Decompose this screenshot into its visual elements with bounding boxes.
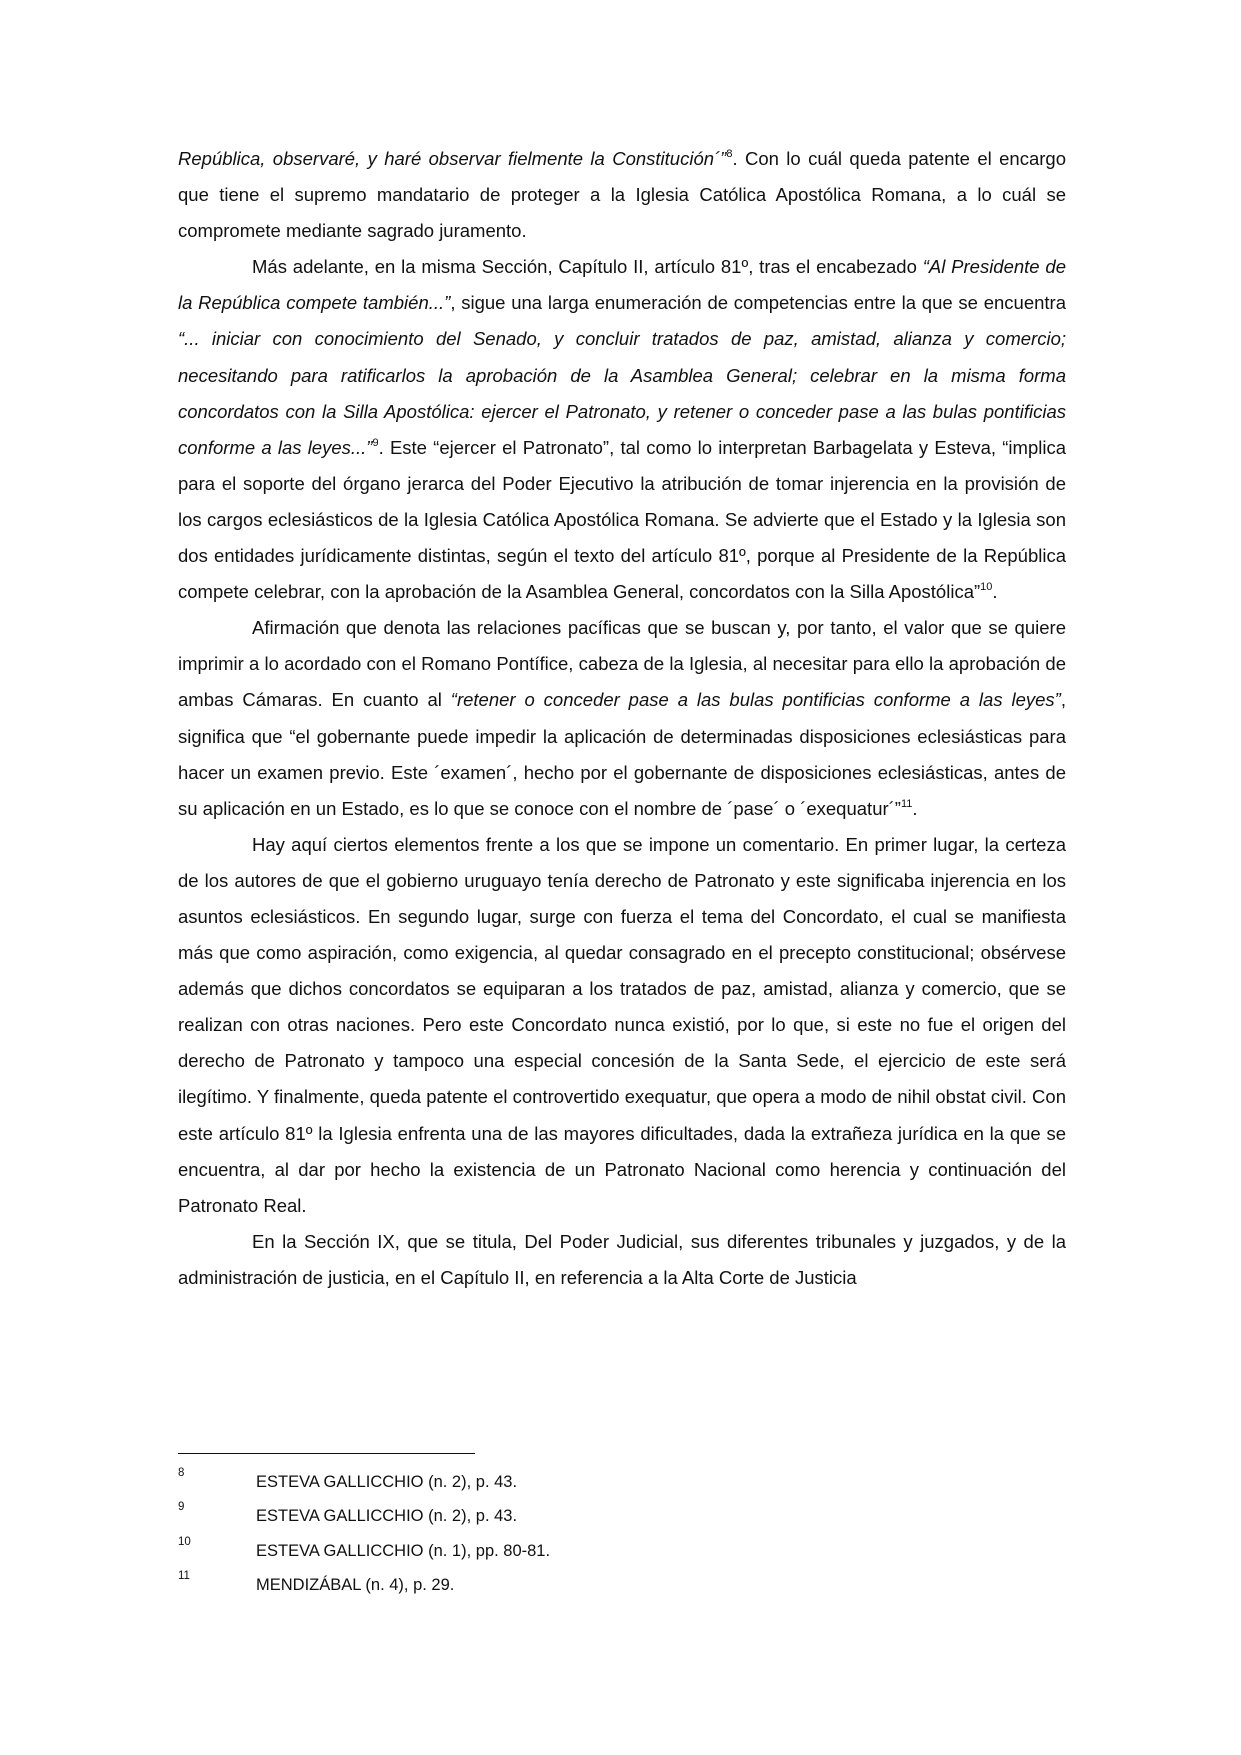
paragraph-text: , sigue una larga enumeración de competencias entre la que se encuentra bbox=[450, 292, 1066, 314]
footnote-text: ESTEVA GALLICCHIO (n. 2), p. 43. bbox=[256, 1473, 518, 1491]
footnote bbox=[178, 1466, 1066, 1500]
footnote-number: 10 bbox=[178, 1535, 191, 1548]
footnote-separator bbox=[178, 1453, 475, 1454]
paragraph-text: . Este “ejercer el Patronato”, tal como lo interpretan Barbagelata y Esteva, “implica para el soporte del órgano jerarca del Poder Ejecutivo la atribución de tomar injerencia en la provisión de los cargos eclesiásticos de la Iglesia Católica Apostólica Romana. Se advierte que el Estado y la Iglesia son dos entidades jurídicamente distintas, según el texto del artículo 81º, porque al Presidente de la República compete celebrar, con la aprobación de la Asamblea General, concordatos con la Silla Apostólica” bbox=[178, 436, 1066, 603]
footnote-ref-9[interactable]: 9 bbox=[372, 436, 379, 449]
paragraph-5: En la Sección IX, que se titula, Del Poder Judicial, sus diferentes tribunales y juzgados, y de la administración de justicia, en el Capítulo II, en referencia a la Alta Corte de Justicia bbox=[178, 1230, 1066, 1288]
quote-italic: “retener o conceder pase a las bulas pontificias conforme a las leyes” bbox=[450, 689, 1061, 711]
footnote-text: ESTEVA GALLICCHIO (n. 1), pp. 80-81. bbox=[256, 1541, 551, 1560]
footnote-number: 11 bbox=[178, 1569, 190, 1582]
footnote-ref-8[interactable]: 8 bbox=[726, 147, 733, 160]
footnote bbox=[178, 1535, 1066, 1569]
footnote-text: ESTEVA GALLICCHIO (n. 2), p. 43. bbox=[256, 1507, 518, 1526]
paragraph-text: . Con lo cuál queda patente el encargo que tiene el supremo mandatario de proteger a la Iglesia Católica Apostólica Romana, a lo cuál se compromete mediante sagrado juramento. bbox=[178, 148, 1066, 242]
paragraph-text: , significa que “el gobernante puede impedir la aplicación de determinadas disposiciones eclesiásticas para hacer un examen previo. Este ´examen´, hecho por el gobernante de disposiciones eclesiásticas, antes de su aplicación en un Estado, es lo que se conoce con el nombre de ´pase´ o ´exequatur´” bbox=[178, 689, 1066, 819]
body-text bbox=[178, 141, 1066, 1296]
footnote bbox=[178, 1569, 1066, 1603]
paragraph-text: . bbox=[992, 581, 998, 603]
paragraph-text: Más adelante, en la misma Sección, Capítulo II, artículo 81º, tras el encabezado bbox=[252, 256, 923, 278]
quote-italic: “... iniciar con conocimiento del Senado, y concluir tratados de paz, amistad, alianza y comercio; necesitando para ratificarlos la aprobación de la Asamblea General; celebrar en la misma forma concordatos con la Silla Apostólica: ejercer el Patronato, y retener o conceder pase a las bulas pontificias conforme a las leyes...” bbox=[178, 328, 1066, 458]
quote-italic: “Al Presidente de la República compete también...” bbox=[178, 256, 1066, 314]
paragraph-4: Hay aquí ciertos elementos frente a los que se impone un comentario. En primer lugar, la certeza de los autores de que el gobierno uruguayo tenía derecho de Patronato y este significaba injerencia en los asuntos eclesiásticos. En segundo lugar, surge con fuerza el tema del Concordato, el cual se manifiesta más que como aspiración, como exigencia, al quedar consagrado en el precepto constitucional; obsérvese además que dichos concordatos se equiparan a los tratados de paz, amistad, alianza y comercio, que se realizan con otras naciones. Pero este Concordato nunca existió, por lo que, si este no fue el origen del derecho de Patronato y tampoco una especial concesión de la Santa Sede, el ejercicio de este será ilegítimo. Y finalmente, queda patente el controvertido exequatur, que opera a modo de nihil obstat civil. Con este artículo 81º la Iglesia enfrenta una de las mayores dificultades, dada la extrañeza jurídica en la que se encuentra, al dar por hecho la existencia de un Patronato Nacional como herencia y continuación del Patronato Real. bbox=[178, 833, 1066, 1216]
paragraph-text: . bbox=[912, 797, 918, 819]
footnote-text: MENDIZÁBAL (n. 4), p. 29. bbox=[256, 1575, 455, 1594]
footnote bbox=[178, 1500, 1066, 1534]
paragraph-1 bbox=[178, 141, 1066, 249]
paragraph-3 bbox=[178, 610, 1066, 827]
paragraph-text: Afirmación que denota las relaciones pacíficas que se buscan y, por tanto, el valor que se quiere imprimir a lo acordado con el Romano Pontífice, cabeza de la Iglesia, al necesitar para ello la aprobación de ambas Cámaras. En cuanto al bbox=[178, 617, 1066, 711]
footnotes bbox=[178, 1466, 1066, 1603]
footnote-number: 9 bbox=[178, 1501, 185, 1514]
quote-italic: República, observaré, y haré observar fielmente la Constitución´” bbox=[178, 148, 727, 169]
footnote-ref-10[interactable]: 10 bbox=[980, 580, 993, 593]
footnote-ref-11[interactable]: 11 bbox=[900, 797, 913, 810]
paragraph-2 bbox=[178, 249, 1066, 610]
footnote-number: 8 bbox=[178, 1467, 185, 1479]
